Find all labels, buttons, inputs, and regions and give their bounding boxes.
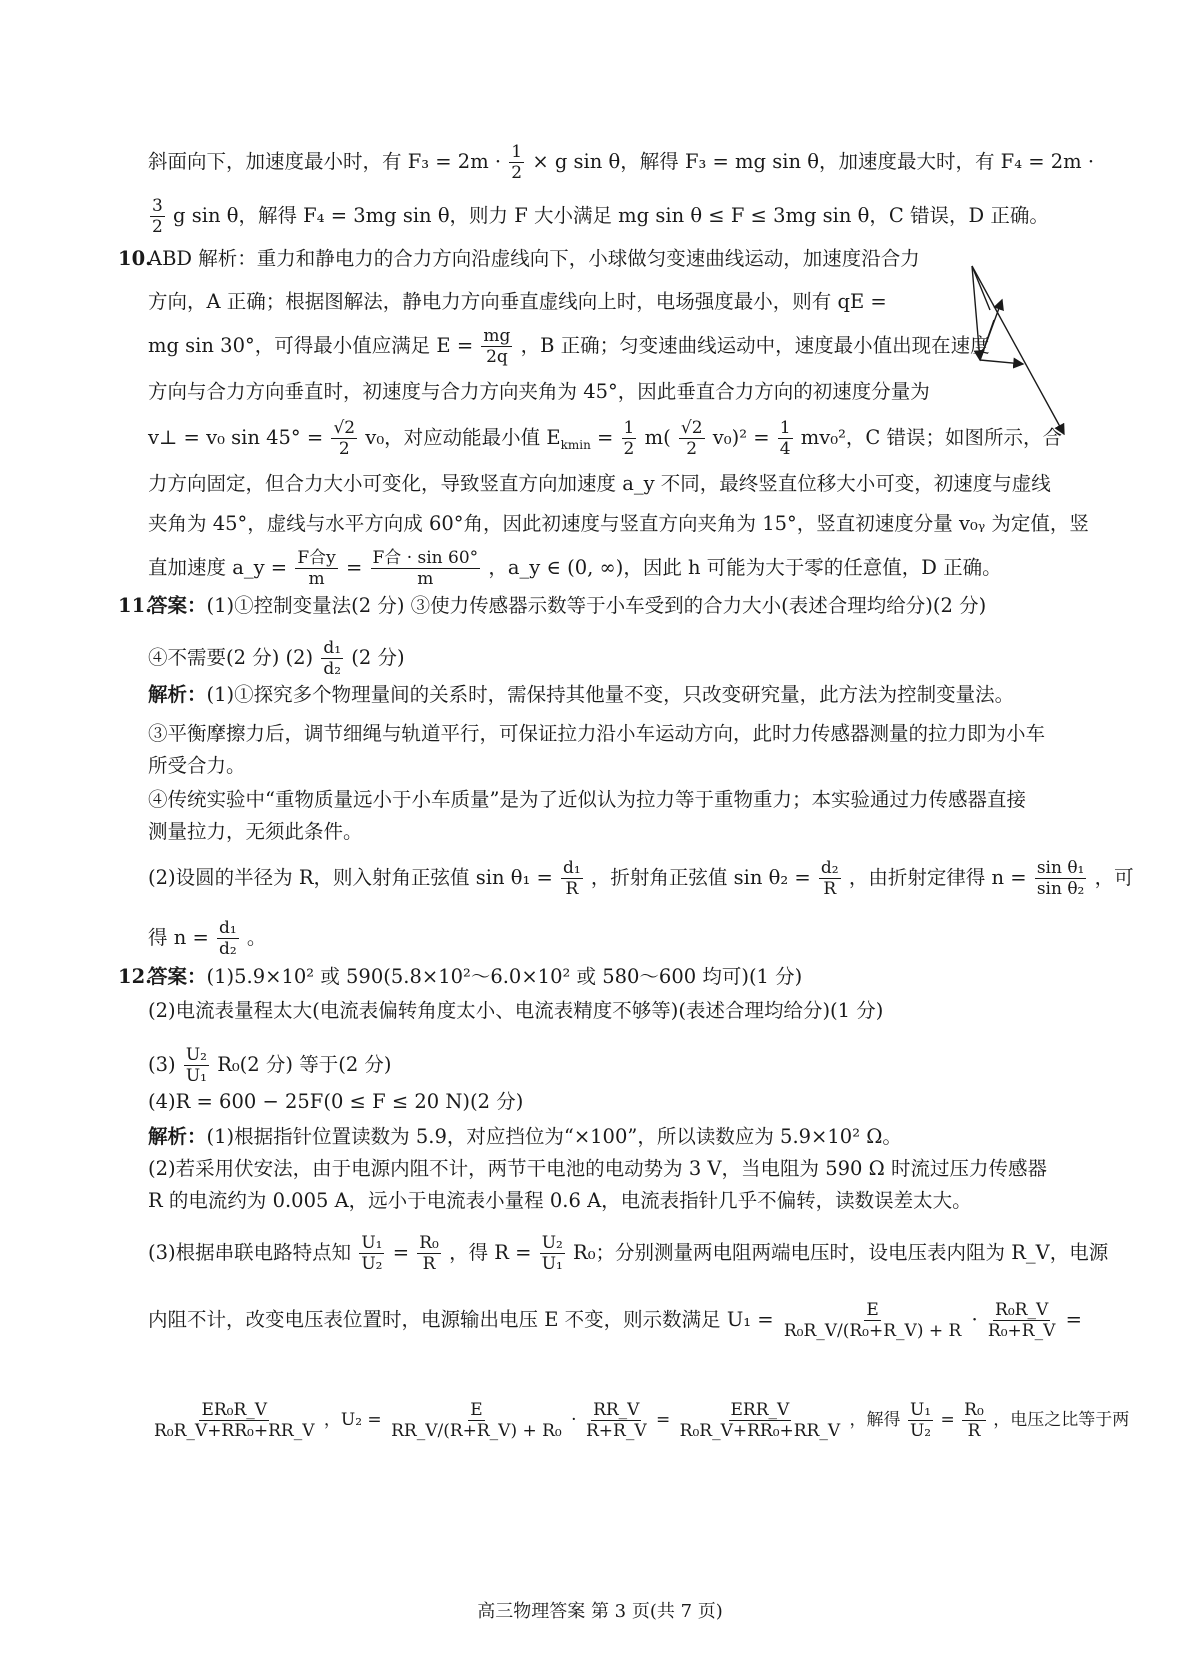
text: (2)设圆的半径为 R，则入射角正弦值 sin θ₁ = xyxy=(148,866,553,889)
text-line: 力方向固定，但合力大小可变化，导致竖直方向加速度 a_y 不同，最终竖直位移大小可变，初速度与虚线 xyxy=(148,472,1051,495)
numerator: 1 xyxy=(623,418,635,438)
fraction xyxy=(819,858,841,899)
fraction xyxy=(561,858,583,899)
numerator: ER₀R_V xyxy=(201,1400,268,1420)
text: ，a_y ∈ (0, ∞)，因此 h 可能为大于零的任意值，D 正确。 xyxy=(488,556,1002,579)
fraction xyxy=(584,1400,649,1441)
text-line: ④传统实验中“重物质量远小于小车质量”是为了近似认为拉力等于重物重力；本实验通过力传感器直接 xyxy=(148,788,1026,811)
numerator: √2 xyxy=(333,418,356,438)
denominator: U₂ xyxy=(361,1254,383,1274)
fraction xyxy=(295,548,337,589)
numerator: √2 xyxy=(680,418,703,438)
text: v⊥ = v₀ sin 45° = xyxy=(148,426,324,449)
numerator: U₂ xyxy=(541,1233,563,1253)
denominator: R xyxy=(823,879,837,899)
numerator: R₀ xyxy=(419,1233,439,1253)
numerator: 1 xyxy=(779,418,791,438)
denominator: R₀R_V+RR₀+RR_V xyxy=(154,1421,315,1441)
denominator: R+R_V xyxy=(585,1421,647,1441)
denominator: 2q xyxy=(486,347,508,367)
denominator: m xyxy=(417,569,434,589)
resultant-force-arrow xyxy=(972,266,1064,434)
fraction xyxy=(778,418,793,459)
numerator: d₂ xyxy=(820,858,839,878)
text: ，折射角正弦值 sin θ₂ = xyxy=(590,866,811,889)
text-line: (2)若采用伏安法，由于电源内阻不计，两节干电池的电动势为 3 V，当电阻为 590 Ω 时流过压力传感器 xyxy=(148,1157,1047,1180)
text-line xyxy=(148,638,1065,679)
question-number: 12. xyxy=(118,965,152,988)
fraction xyxy=(540,1233,565,1274)
text-line xyxy=(148,918,1065,959)
text-line xyxy=(148,1233,1109,1274)
text: (2 分) xyxy=(351,646,405,669)
fraction xyxy=(481,326,512,367)
text: ，解得 xyxy=(849,1410,901,1430)
numerator: F合y xyxy=(297,548,336,568)
text: v₀，对应动能最小值 E xyxy=(365,426,561,449)
page-footer: 高三物理答案 第 3 页(共 7 页) xyxy=(477,1601,723,1622)
text: mg sin 30°，可得最小值应满足 E = xyxy=(148,334,474,357)
text: ④不需要(2 分) (2) xyxy=(148,646,314,669)
denominator: U₁ xyxy=(185,1066,207,1086)
denominator: U₁ xyxy=(541,1254,563,1274)
text-line: 所受合力。 xyxy=(148,754,246,777)
text: (1)5.9×10² 或 590(5.8×10²～6.0×10² 或 580～600 均可)(1 分) xyxy=(206,965,803,988)
denominator: 2 xyxy=(338,439,350,459)
question-number: 10. xyxy=(118,247,152,270)
numerator: RR_V xyxy=(593,1400,640,1420)
denominator: m xyxy=(308,569,325,589)
denominator: R xyxy=(565,879,579,899)
fraction xyxy=(679,418,705,459)
fraction xyxy=(962,1400,986,1441)
text-line: 测量拉力，无须此条件。 xyxy=(148,820,363,843)
denominator: 2 xyxy=(623,439,635,459)
numerator: R₀ xyxy=(964,1400,984,1420)
text-line: (2)电流表量程太大(电流表偏转角度太小、电流表精度不够等)(表述合理均给分)(1 分) xyxy=(148,999,884,1022)
fraction xyxy=(509,142,524,183)
text: ，电压之比等于两 xyxy=(993,1410,1130,1430)
text: 斜面向下，加速度最小时，有 F₃ = 2m · xyxy=(148,150,502,173)
fraction xyxy=(371,548,481,589)
text: = xyxy=(597,426,614,449)
fraction xyxy=(678,1400,842,1441)
denominator: 2 xyxy=(152,217,163,237)
analysis-label: 解析： xyxy=(148,683,207,706)
denominator: R xyxy=(422,1254,436,1274)
text: 内阻不计，改变电压表位置时，电源输出电压 E 不变，则示数满足 U₁ = xyxy=(148,1308,774,1331)
denominator: RR_V/(R+R_V) + R₀ xyxy=(391,1421,562,1441)
numerator: mg xyxy=(483,326,511,346)
text: 得 n = xyxy=(148,926,209,949)
text: 。 xyxy=(246,926,267,949)
numerator: U₁ xyxy=(909,1400,932,1420)
fraction xyxy=(184,1045,209,1086)
denominator: R₀R_V+RR₀+RR_V xyxy=(679,1421,841,1441)
text: · xyxy=(971,1308,978,1331)
fraction xyxy=(782,1300,963,1341)
fraction xyxy=(359,1233,384,1274)
fraction xyxy=(417,1233,441,1274)
analysis-label: 解析： xyxy=(148,1125,207,1148)
text: 直加速度 a_y = xyxy=(148,556,288,579)
electric-force-arrow xyxy=(980,360,1023,364)
fraction xyxy=(908,1400,933,1441)
text-line xyxy=(148,1123,1065,1151)
question-number: 11. xyxy=(118,594,152,617)
fraction xyxy=(150,196,165,237)
fraction xyxy=(1035,858,1087,899)
fraction xyxy=(986,1300,1057,1341)
numerator: sin θ₁ xyxy=(1036,858,1085,878)
text: = xyxy=(940,1410,955,1430)
denominator: d₂ xyxy=(219,939,237,959)
text: (1)①控制变量法(2 分) ③使力传感器示数等于小车受到的合力大小(表述合理均给分)(2 分) xyxy=(206,594,987,617)
denominator: 4 xyxy=(779,439,791,459)
text-line xyxy=(148,1045,1065,1086)
text: ，B 正确；匀变速曲线运动中，速度最小值出现在速度 xyxy=(520,334,990,357)
text-line xyxy=(148,418,1065,459)
text: = xyxy=(392,1241,410,1264)
fraction xyxy=(152,1400,316,1441)
text: ，得 R = xyxy=(449,1241,532,1264)
fraction xyxy=(321,638,343,679)
denominator: R₀+R_V xyxy=(987,1321,1056,1341)
gravity-arrow xyxy=(972,266,980,360)
numerator: d₁ xyxy=(323,638,342,658)
text-line: R 的电流约为 0.005 A，远小于电流表小量程 0.6 A，电流表指针几乎不偏转，读数误差太大。 xyxy=(148,1189,972,1212)
fraction xyxy=(217,918,239,959)
text: (1)根据指针位置读数为 5.9，对应挡位为“×100”，所以读数应为 5.9×10² Ω。 xyxy=(206,1125,902,1148)
text-line: ABD 解析：重力和静电力的合力方向沿虚线向下，小球做匀变速曲线运动，加速度沿合力 xyxy=(148,247,920,270)
subscript: kmin xyxy=(560,437,591,452)
text: R₀；分别测量两电阻两端电压时，设电压表内阻为 R_V，电源 xyxy=(573,1241,1109,1264)
text: m( xyxy=(644,426,671,449)
numerator: d₁ xyxy=(563,858,581,878)
numerator: 3 xyxy=(152,196,163,216)
text-line xyxy=(148,326,990,367)
fraction xyxy=(622,418,637,459)
text-line xyxy=(148,681,1065,709)
fraction xyxy=(331,418,357,459)
denominator: 2 xyxy=(511,163,523,183)
denominator: R xyxy=(967,1421,981,1441)
answer-label: 答案： xyxy=(148,594,207,617)
text-line xyxy=(148,1300,1082,1341)
numerator: E xyxy=(470,1400,483,1420)
text-line xyxy=(148,196,1065,237)
text-line: (4)R = 600 − 25F(0 ≤ F ≤ 20 N)(2 分) xyxy=(148,1090,524,1113)
numerator: 1 xyxy=(511,142,523,162)
text: × g sin θ，解得 F₃ = mg sin θ，加速度最大时，有 F₄ = 2m · xyxy=(532,150,1095,173)
answer-label: 答案： xyxy=(148,965,207,988)
denominator: sin θ₂ xyxy=(1036,879,1085,899)
numerator: R₀R_V xyxy=(995,1300,1049,1320)
text: g sin θ，解得 F₄ = 3mg sin θ，则力 F 大小满足 mg sin θ ≤ F ≤ 3mg sin θ，C 错误，D 正确。 xyxy=(173,204,1049,227)
numerator: F合 · sin 60° xyxy=(372,548,479,568)
numerator: U₁ xyxy=(361,1233,383,1253)
text: R₀(2 分) 等于(2 分) xyxy=(217,1053,392,1076)
text: = xyxy=(1065,1308,1082,1331)
text-line: 方向，A 正确；根据图解法，静电力方向垂直虚线向上时，电场强度最小，则有 qE = xyxy=(148,290,887,313)
numerator: ERR_V xyxy=(730,1400,790,1420)
text-line xyxy=(148,548,1065,589)
text-line xyxy=(150,1400,1130,1441)
numerator: d₁ xyxy=(219,918,237,938)
text: = xyxy=(656,1410,671,1430)
denominator: U₂ xyxy=(909,1421,932,1441)
text-line xyxy=(148,142,1095,183)
text-line xyxy=(148,963,1065,991)
numerator: U₂ xyxy=(185,1045,207,1065)
text: · xyxy=(571,1410,577,1430)
text-line xyxy=(148,858,1134,899)
text: (1)①探究多个物理量间的关系时，需保持其他量不变，只改变研究量，此方法为控制变量法。 xyxy=(206,683,1015,706)
text-line: 方向与合力方向垂直时，初速度与合力方向夹角为 45°，因此垂直合力方向的初速度分量为 xyxy=(148,380,930,403)
construction-line xyxy=(980,320,994,360)
text-line: 夹角为 45°，虚线与水平方向成 60°角，因此初速度与竖直方向夹角为 15°，竖直初速度分量 v₀ᵧ 为定值，竖 xyxy=(148,512,1089,535)
denominator: d₂ xyxy=(323,659,342,679)
text: ，U₂ = xyxy=(323,1410,382,1430)
force-vector-figure xyxy=(968,260,1068,440)
denominator: 2 xyxy=(686,439,698,459)
text: ，可 xyxy=(1094,866,1134,889)
numerator: E xyxy=(866,1300,879,1320)
text-line xyxy=(148,592,1065,620)
text: v₀)² = xyxy=(712,426,770,449)
text: mv₀²，C 错误；如图所示，合 xyxy=(800,426,1063,449)
text: (3) xyxy=(148,1053,176,1076)
text: ，由折射定律得 n = xyxy=(848,866,1027,889)
text: (3)根据串联电路特点知 xyxy=(148,1241,352,1264)
text: = xyxy=(345,556,363,579)
denominator: R₀R_V/(R₀+R_V) + R xyxy=(783,1321,962,1341)
text-line: ③平衡摩擦力后，调节细绳与轨道平行，可保证拉力沿小车运动方向，此时力传感器测量的拉力即为小车 xyxy=(148,722,1046,745)
fraction xyxy=(389,1400,564,1441)
